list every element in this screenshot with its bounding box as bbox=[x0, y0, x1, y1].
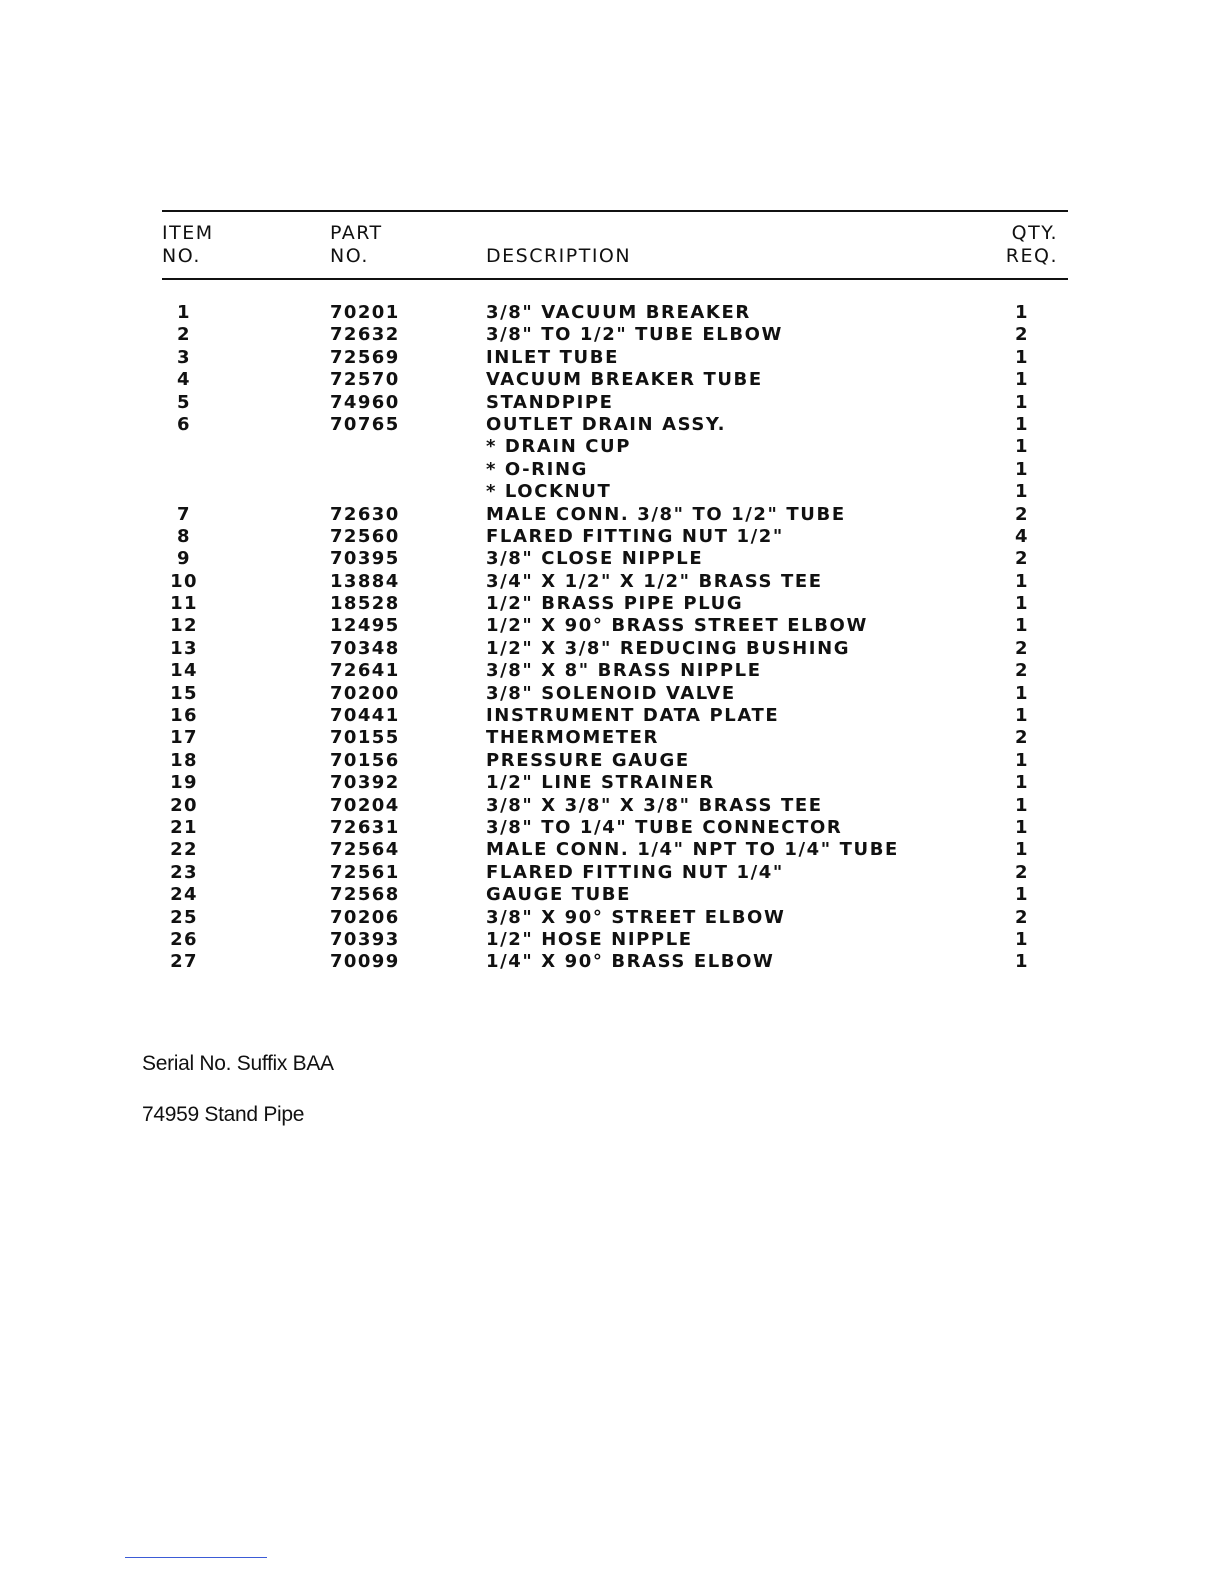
qty-cell: 1 bbox=[1015, 928, 1029, 950]
item-no-cell: 1 bbox=[177, 302, 191, 323]
table-row bbox=[162, 548, 1068, 570]
table-row bbox=[162, 324, 1068, 346]
table-row bbox=[162, 862, 1068, 884]
table-top-rule bbox=[162, 210, 1068, 212]
table-row bbox=[162, 615, 1068, 637]
qty-cell: 2 bbox=[1015, 727, 1029, 749]
item-no-cell: 21 bbox=[170, 816, 198, 838]
part-no-cell: 70348 bbox=[330, 637, 400, 659]
description-cell: 3/8" X 8" BRASS NIPPLE bbox=[486, 660, 762, 682]
part-no-cell: 72630 bbox=[330, 503, 400, 525]
description-cell: 3/8" CLOSE NIPPLE bbox=[486, 548, 704, 570]
item-no-cell: 4 bbox=[177, 369, 191, 391]
description-cell: 3/4" X 1/2" X 1/2" BRASS TEE bbox=[486, 570, 823, 592]
item-no-cell: 8 bbox=[177, 525, 191, 547]
description-cell: INLET TUBE bbox=[486, 346, 619, 368]
qty-cell: 1 bbox=[1015, 458, 1029, 480]
table-row bbox=[162, 414, 1068, 436]
item-no-cell: 15 bbox=[170, 682, 198, 704]
description-cell: MALE CONN. 3/8" TO 1/2" TUBE bbox=[486, 503, 846, 525]
description-cell: 3/8" X 90° STREET ELBOW bbox=[486, 906, 786, 928]
qty-cell: 1 bbox=[1015, 413, 1029, 435]
item-no-cell: 2 bbox=[177, 324, 191, 346]
table-row bbox=[162, 727, 1068, 749]
description-cell: 3/8" X 3/8" X 3/8" BRASS TEE bbox=[486, 794, 823, 816]
description-cell: INSTRUMENT DATA PLATE bbox=[486, 705, 780, 727]
item-no-cell: 17 bbox=[170, 727, 198, 749]
description-cell: 1/2" LINE STRAINER bbox=[486, 772, 715, 794]
part-no-cell: 70201 bbox=[330, 302, 400, 323]
part-no-cell: 70099 bbox=[330, 951, 400, 973]
table-row bbox=[162, 884, 1068, 906]
part-no-cell: 72564 bbox=[330, 839, 400, 861]
part-no-cell: 74960 bbox=[330, 391, 400, 413]
description-cell: 1/2" X 3/8" REDUCING BUSHING bbox=[486, 637, 851, 659]
item-no-cell: 18 bbox=[170, 749, 198, 771]
item-no-cell: 25 bbox=[170, 906, 198, 928]
table-row bbox=[162, 951, 1068, 973]
description-cell: MALE CONN. 1/4" NPT TO 1/4" TUBE bbox=[486, 839, 899, 861]
description-cell: FLARED FITTING NUT 1/2" bbox=[486, 525, 784, 547]
description-cell: GAUGE TUBE bbox=[486, 884, 632, 906]
part-no-cell: 70392 bbox=[330, 772, 400, 794]
notes-block bbox=[142, 1052, 334, 1127]
table-row bbox=[162, 526, 1068, 548]
table-row bbox=[162, 392, 1068, 414]
part-no-cell: 70200 bbox=[330, 682, 400, 704]
qty-cell: 2 bbox=[1015, 324, 1029, 346]
part-no-cell: 70156 bbox=[330, 749, 400, 771]
description-cell: * LOCKNUT bbox=[486, 481, 612, 503]
table-row bbox=[162, 369, 1068, 391]
item-no-cell: 11 bbox=[170, 593, 198, 615]
part-no-cell: 70765 bbox=[330, 413, 400, 435]
qty-cell: 2 bbox=[1015, 660, 1029, 682]
qty-cell: 1 bbox=[1015, 816, 1029, 838]
description-cell: 3/8" VACUUM BREAKER bbox=[486, 302, 751, 323]
table-row bbox=[162, 638, 1068, 660]
item-no-cell: 19 bbox=[170, 772, 198, 794]
description-cell: * O-RING bbox=[486, 458, 588, 480]
description-cell: 1/2" HOSE NIPPLE bbox=[486, 928, 693, 950]
part-no-cell: 70441 bbox=[330, 705, 400, 727]
qty-cell: 2 bbox=[1015, 861, 1029, 883]
item-no-cell: 24 bbox=[170, 884, 198, 906]
header-qty-line-1: QTY. bbox=[1011, 222, 1058, 244]
qty-cell: 1 bbox=[1015, 302, 1029, 323]
description-cell: THERMOMETER bbox=[486, 727, 659, 749]
item-no-cell: 23 bbox=[170, 861, 198, 883]
part-no-cell: 72560 bbox=[330, 525, 400, 547]
qty-cell: 1 bbox=[1015, 682, 1029, 704]
description-cell: OUTLET DRAIN ASSY. bbox=[486, 413, 727, 435]
table-row bbox=[162, 705, 1068, 727]
qty-cell: 4 bbox=[1015, 525, 1029, 547]
item-no-cell: 5 bbox=[177, 391, 191, 413]
description-cell: STANDPIPE bbox=[486, 391, 614, 413]
description-cell: PRESSURE GAUGE bbox=[486, 749, 690, 771]
part-no-cell: 18528 bbox=[330, 593, 400, 615]
qty-cell: 2 bbox=[1015, 637, 1029, 659]
description-cell: * DRAIN CUP bbox=[486, 436, 632, 458]
description-cell: 1/2" BRASS PIPE PLUG bbox=[486, 593, 744, 615]
table-body bbox=[162, 302, 1068, 974]
qty-cell: 2 bbox=[1015, 906, 1029, 928]
qty-cell: 2 bbox=[1015, 503, 1029, 525]
header-part-line-2: NO. bbox=[330, 245, 369, 267]
table-row bbox=[162, 839, 1068, 861]
table-row bbox=[162, 436, 1068, 458]
table-row bbox=[162, 459, 1068, 481]
table-row bbox=[162, 481, 1068, 503]
part-no-cell: 72570 bbox=[330, 369, 400, 391]
item-no-cell: 14 bbox=[170, 660, 198, 682]
part-no-cell: 13884 bbox=[330, 570, 400, 592]
qty-cell: 1 bbox=[1015, 749, 1029, 771]
header-description bbox=[486, 245, 631, 268]
header-description-label: DESCRIPTION bbox=[486, 245, 632, 267]
header-part-line-1: PART bbox=[330, 222, 383, 244]
description-cell: 1/4" X 90° BRASS ELBOW bbox=[486, 951, 775, 973]
table-row bbox=[162, 347, 1068, 369]
qty-cell: 1 bbox=[1015, 839, 1029, 861]
part-no-cell: 72631 bbox=[330, 816, 400, 838]
header-part-no bbox=[330, 222, 383, 268]
table-row bbox=[162, 302, 1068, 324]
item-no-cell: 7 bbox=[177, 503, 191, 525]
qty-cell: 1 bbox=[1015, 391, 1029, 413]
description-cell: VACUUM BREAKER TUBE bbox=[486, 369, 763, 391]
header-qty-req bbox=[1006, 222, 1058, 268]
item-no-cell: 9 bbox=[177, 548, 191, 570]
description-cell: 3/8" TO 1/2" TUBE ELBOW bbox=[486, 324, 783, 346]
item-no-cell: 10 bbox=[170, 570, 198, 592]
item-no-cell: 16 bbox=[170, 705, 198, 727]
part-no-cell: 70395 bbox=[330, 548, 400, 570]
header-item-line-2: NO. bbox=[162, 245, 201, 267]
item-no-cell: 6 bbox=[177, 413, 191, 435]
stand-pipe-note: 74959 Stand Pipe bbox=[142, 1103, 305, 1126]
table-row bbox=[162, 772, 1068, 794]
table-row bbox=[162, 593, 1068, 615]
qty-cell: 1 bbox=[1015, 705, 1029, 727]
item-no-cell: 27 bbox=[170, 951, 198, 973]
serial-suffix-note: Serial No. Suffix BAA bbox=[142, 1052, 334, 1075]
table-row bbox=[162, 795, 1068, 817]
table-header-rule bbox=[162, 278, 1068, 280]
part-no-cell: 70393 bbox=[330, 928, 400, 950]
table-row bbox=[162, 660, 1068, 682]
qty-cell: 1 bbox=[1015, 593, 1029, 615]
description-cell: 1/2" X 90° BRASS STREET ELBOW bbox=[486, 615, 868, 637]
table-row bbox=[162, 571, 1068, 593]
table-row bbox=[162, 683, 1068, 705]
qty-cell: 1 bbox=[1015, 615, 1029, 637]
item-no-cell: 12 bbox=[170, 615, 198, 637]
part-no-cell: 70204 bbox=[330, 794, 400, 816]
part-no-cell: 72568 bbox=[330, 884, 400, 906]
part-no-cell: 72561 bbox=[330, 861, 400, 883]
qty-cell: 1 bbox=[1015, 346, 1029, 368]
item-no-cell: 20 bbox=[170, 794, 198, 816]
table-row bbox=[162, 504, 1068, 526]
part-no-cell: 72641 bbox=[330, 660, 400, 682]
table-row bbox=[162, 929, 1068, 951]
item-no-cell: 26 bbox=[170, 928, 198, 950]
table-row bbox=[162, 817, 1068, 839]
part-no-cell: 72569 bbox=[330, 346, 400, 368]
part-no-cell: 12495 bbox=[330, 615, 400, 637]
qty-cell: 1 bbox=[1015, 794, 1029, 816]
qty-cell: 1 bbox=[1015, 772, 1029, 794]
qty-cell: 1 bbox=[1015, 436, 1029, 458]
qty-cell: 1 bbox=[1015, 481, 1029, 503]
qty-cell: 2 bbox=[1015, 548, 1029, 570]
description-cell: 3/8" SOLENOID VALVE bbox=[486, 682, 736, 704]
part-no-cell: 70155 bbox=[330, 727, 400, 749]
header-item-line-1: ITEM bbox=[162, 222, 214, 244]
qty-cell: 1 bbox=[1015, 570, 1029, 592]
qty-cell: 1 bbox=[1015, 884, 1029, 906]
qty-cell: 1 bbox=[1015, 951, 1029, 973]
description-cell: FLARED FITTING NUT 1/4" bbox=[486, 861, 784, 883]
item-no-cell: 3 bbox=[177, 346, 191, 368]
qty-cell: 1 bbox=[1015, 369, 1029, 391]
part-no-cell: 72632 bbox=[330, 324, 400, 346]
description-cell: 3/8" TO 1/4" TUBE CONNECTOR bbox=[486, 816, 843, 838]
part-no-cell: 70206 bbox=[330, 906, 400, 928]
table-row bbox=[162, 907, 1068, 929]
table-row bbox=[162, 750, 1068, 772]
header-qty-line-2: REQ. bbox=[1005, 245, 1058, 267]
item-no-cell: 13 bbox=[170, 637, 198, 659]
item-no-cell: 22 bbox=[170, 839, 198, 861]
header-item-no bbox=[162, 222, 214, 268]
footer-rule bbox=[125, 1557, 267, 1558]
